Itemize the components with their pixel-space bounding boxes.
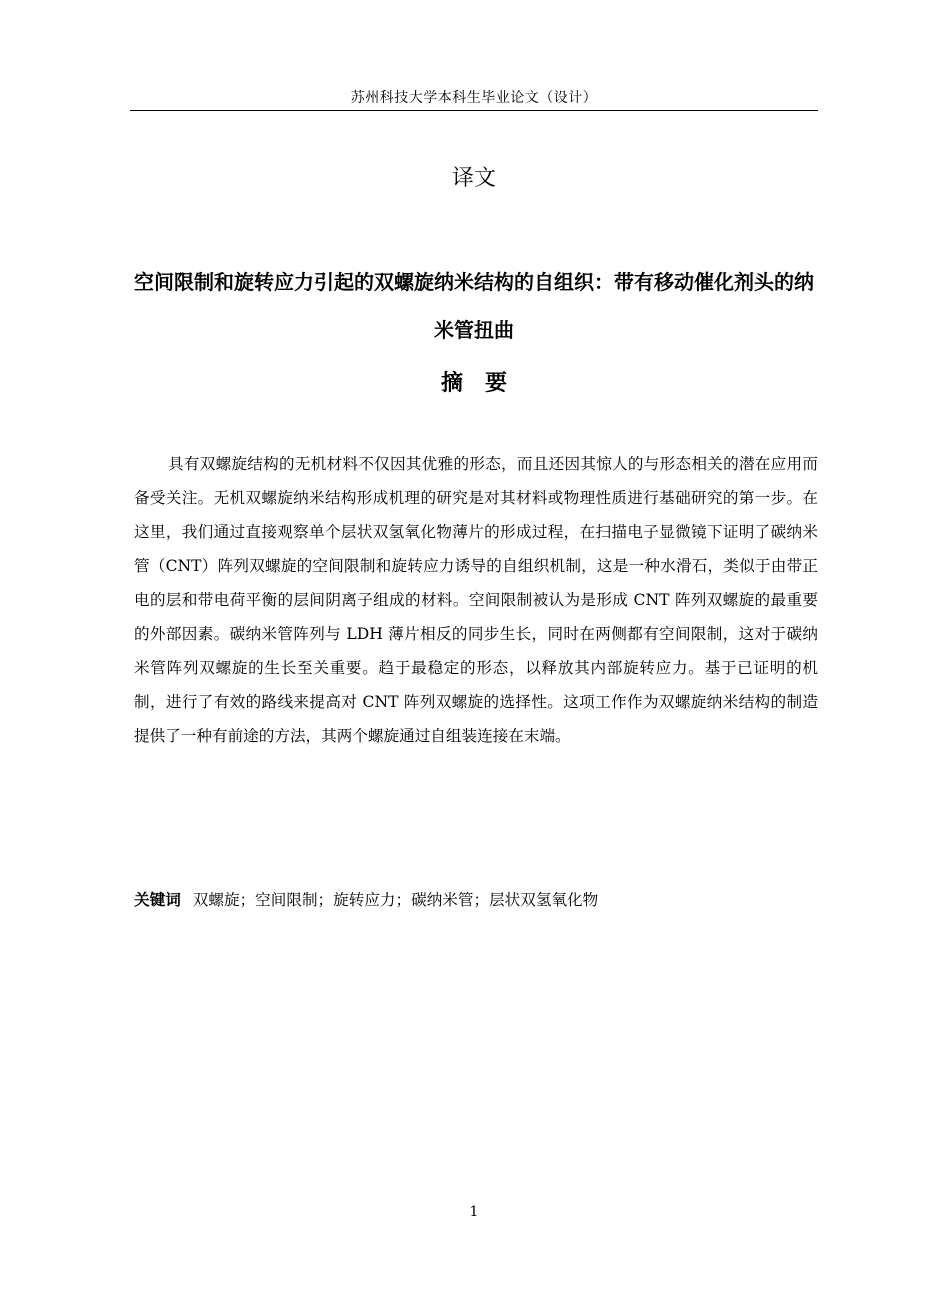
header-divider xyxy=(130,110,818,111)
paper-title: 空间限制和旋转应力引起的双螺旋纳米结构的自组织：带有移动催化剂头的纳米管扭曲 xyxy=(134,270,814,342)
document-label: 译文 xyxy=(451,166,496,191)
keywords-label: 关键词 xyxy=(134,891,181,909)
running-header: 苏州科技大学本科生毕业论文（设计） xyxy=(350,90,598,106)
abstract-paragraph: 具有双螺旋结构的无机材料不仅因其优雅的形态，而且还因其惊人的与形态相关的潜在应用而备受关注。无机双螺旋纳米结构形成机理的研究是对其材料或物理性质进行基础研究的第一步。在这里，我们通过直接观察单个层状双氢氧化物薄片的形成过程，在扫描电子显微镜下证明了碳纳米管（CNT）阵列双螺旋的空间限制和旋转应力诱导的自组织机制，这是一种水滑石，类似于由带正电的层和带电荷平衡的层间阴离子组成的材料。空间限制被认为是形成 CNT 阵列双螺旋的最重要的外部因素。碳纳米管阵列与 LDH 薄片相反的同步生长，同时在两侧都有空间限制，这对于碳纳米管阵列双螺旋的生长至关重要。趋于最稳定的形态，以释放其内部旋转应力。基于已证明的机制，进行了有效的路线来提高对 CNT 阵列双螺旋的选择性。这项工作作为双螺旋纳米结构的制造提供了一种有前途的方法，其两个螺旋通过自组装连接在末端。 xyxy=(134,455,818,745)
abstract-heading: 摘要 xyxy=(440,371,529,396)
keywords-list: 双螺旋；空间限制；旋转应力；碳纳米管；层状双氢氧化物 xyxy=(192,891,599,909)
page-number: 1 xyxy=(469,1204,479,1220)
keywords-line xyxy=(134,883,818,917)
